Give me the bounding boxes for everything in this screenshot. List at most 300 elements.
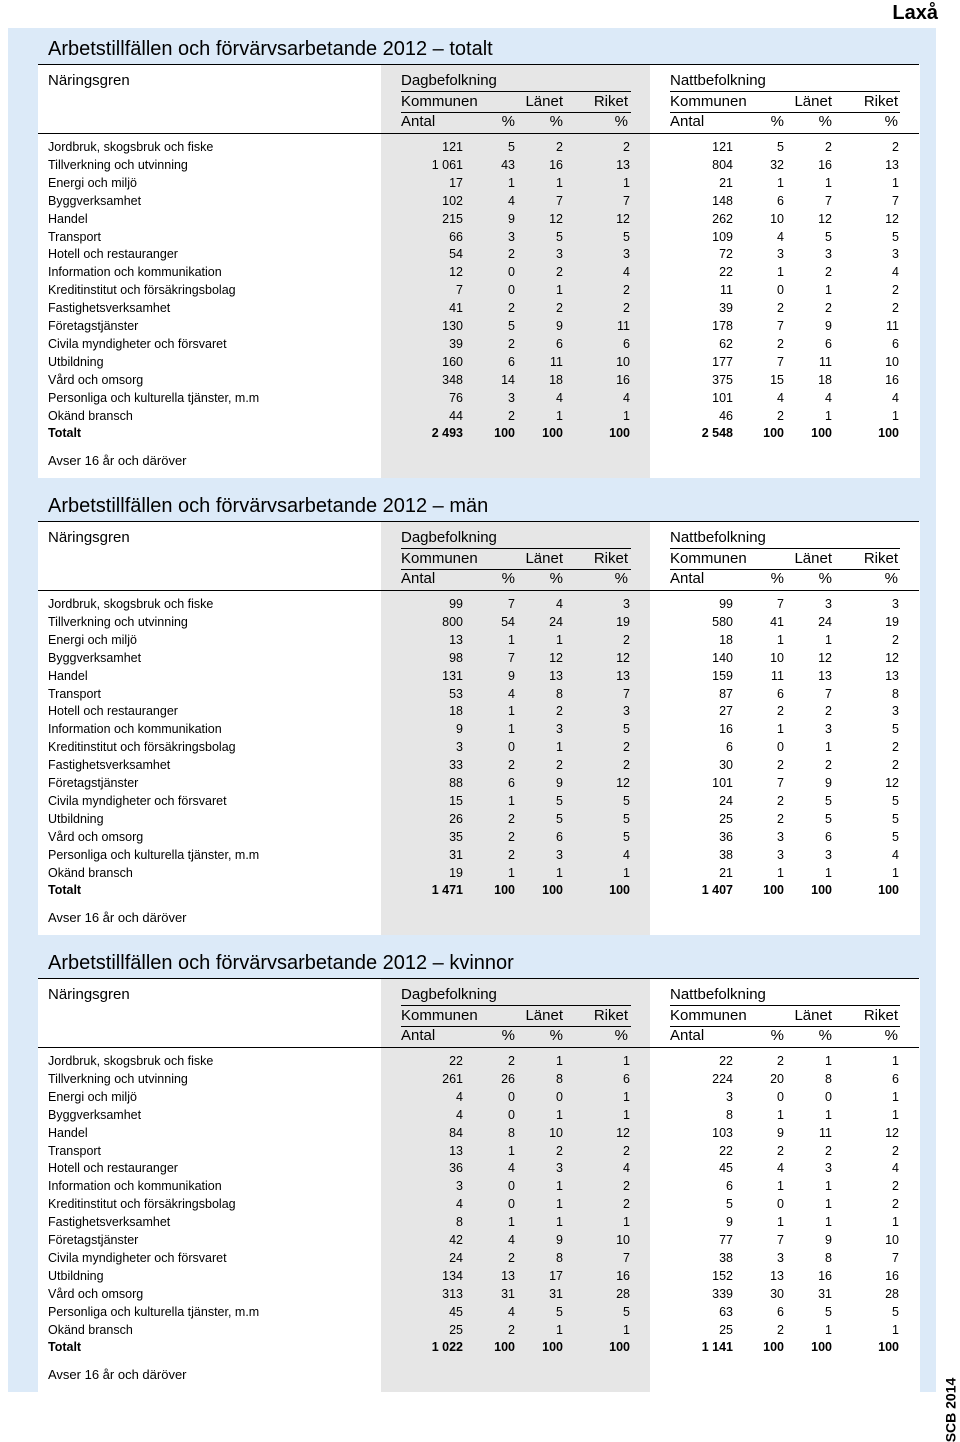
night-sub-rule <box>670 1026 900 1027</box>
cell-value: 100 <box>811 883 832 898</box>
table-row <box>8 1197 936 1215</box>
table-row <box>8 866 936 884</box>
cell-value: 10 <box>885 1233 899 1247</box>
cell-value: 2 <box>623 740 630 755</box>
header-pct-day-3: % <box>614 113 628 130</box>
cell-value: 2 <box>892 1197 899 1212</box>
sector-name: Information och kommunikation <box>48 722 222 737</box>
cell-value: 31 <box>549 1286 563 1301</box>
table-row <box>8 409 936 427</box>
sector-name: Energi och miljö <box>48 175 137 190</box>
cell-value: 2 <box>892 740 899 755</box>
cell-value: 13 <box>616 668 630 683</box>
cell-value: 4 <box>556 597 563 611</box>
cell-value: 103 <box>712 1125 733 1140</box>
table-section-2 <box>8 942 936 1392</box>
cell-value: 1 <box>892 1215 899 1230</box>
cell-value: 13 <box>885 157 899 172</box>
cell-value: 0 <box>777 283 784 298</box>
cell-value: 1 <box>556 1197 563 1212</box>
cell-value: 2 <box>556 265 563 280</box>
cell-value: 0 <box>556 1089 563 1104</box>
total-row <box>8 426 936 444</box>
table-row <box>8 247 936 265</box>
cell-value: 3 <box>456 740 463 755</box>
cell-value: 13 <box>549 668 563 683</box>
cell-value: 2 <box>777 811 784 826</box>
header-bottom-rule <box>38 133 919 134</box>
cell-value: 2 <box>825 301 832 316</box>
cell-value: 2 <box>623 758 630 773</box>
cell-value: 2 <box>892 1143 899 1158</box>
table-row <box>8 140 936 158</box>
cell-value: 1 141 <box>701 1340 733 1355</box>
cell-value: 9 <box>556 776 563 790</box>
sector-name: Personliga och kulturella tjänster, m.m <box>48 847 260 862</box>
cell-value: 12 <box>616 211 630 226</box>
cell-value: 1 <box>556 1322 563 1337</box>
cell-value: 21 <box>719 865 733 880</box>
table-row <box>8 1072 936 1090</box>
sector-name: Byggverksamhet <box>48 650 142 665</box>
cell-value: 24 <box>719 793 733 808</box>
cell-value: 10 <box>885 354 899 369</box>
table-row <box>8 355 936 373</box>
cell-value: 2 <box>508 301 515 316</box>
header-riket-day: Riket <box>593 550 628 567</box>
section-title-suffix: kvinnor <box>449 952 514 974</box>
header-pct-day-2: % <box>549 1027 563 1044</box>
cell-value: 45 <box>719 1161 733 1176</box>
night-group-rule <box>670 548 900 549</box>
section-title-prefix: Arbetstillfällen och förvärvsarbetande 2012 – <box>48 38 450 60</box>
cell-value: 4 <box>508 1161 515 1176</box>
total-row <box>8 1340 936 1358</box>
header-lanet-day: Länet <box>525 550 563 567</box>
sector-name: Transport <box>48 1143 102 1158</box>
day-sub-rule <box>401 112 631 113</box>
header-kommunen-night: Kommunen <box>670 1007 747 1024</box>
cell-value: 13 <box>770 1268 784 1283</box>
cell-value: 5 <box>892 229 899 244</box>
cell-value: 4 <box>892 390 899 405</box>
sector-name: Hotell och restauranger <box>48 247 178 262</box>
cell-value: 2 548 <box>701 426 733 441</box>
cell-value: 1 <box>777 1107 784 1122</box>
cell-value: 2 <box>777 1322 784 1337</box>
cell-value: 8 <box>892 686 899 701</box>
cell-value: 11 <box>819 1125 832 1140</box>
footnote: Avser 16 år och däröver <box>48 1367 187 1382</box>
cell-value: 100 <box>609 883 630 898</box>
cell-value: 2 <box>623 1197 630 1212</box>
sector-name: Fastighetsverksamhet <box>48 758 171 773</box>
cell-value: 24 <box>449 1250 463 1265</box>
cell-value: 3 <box>556 1161 563 1176</box>
cell-value: 1 <box>556 175 563 190</box>
table-row <box>8 1305 936 1323</box>
cell-value: 72 <box>719 247 733 262</box>
cell-value: 31 <box>501 1286 515 1301</box>
table-row <box>8 669 936 687</box>
table-row <box>8 812 936 830</box>
cell-value: 44 <box>449 408 463 423</box>
cell-value: 13 <box>885 668 899 683</box>
header-kommunen-day: Kommunen <box>401 550 478 567</box>
cell-value: 76 <box>449 390 463 405</box>
cell-value: 102 <box>442 193 463 208</box>
cell-value: 3 <box>825 247 832 262</box>
cell-value: 7 <box>777 1233 784 1247</box>
cell-value: 16 <box>818 157 832 172</box>
header-antal-night: Antal <box>670 1027 705 1044</box>
cell-value: 2 <box>892 140 899 154</box>
cell-value: 140 <box>712 650 733 665</box>
cell-value: 4 <box>623 265 630 280</box>
cell-value: 6 <box>825 336 832 351</box>
table-row <box>8 794 936 812</box>
cell-value: 17 <box>549 1268 563 1283</box>
cell-value: 10 <box>770 650 784 665</box>
cell-value: 1 <box>556 740 563 755</box>
header-pct-night-1: % <box>770 113 784 130</box>
cell-value: 22 <box>719 265 733 280</box>
cell-value: 24 <box>818 614 832 629</box>
header-riket-day: Riket <box>593 93 628 110</box>
cell-value: 3 <box>825 847 832 862</box>
sector-name: Civila myndigheter och försvaret <box>48 1250 227 1265</box>
cell-value: 9 <box>456 722 463 737</box>
cell-value: 580 <box>712 614 733 629</box>
cell-value: 2 <box>508 1322 515 1337</box>
table-row <box>8 597 936 615</box>
cell-value: 77 <box>719 1233 733 1247</box>
cell-value: 25 <box>719 811 733 826</box>
sector-name: Tillverkning och utvinning <box>48 614 188 629</box>
header-pct-night-1: % <box>770 1027 784 1044</box>
section-title <box>48 38 493 61</box>
table-row <box>8 158 936 176</box>
cell-value: 33 <box>449 758 463 773</box>
cell-value: 5 <box>825 811 832 826</box>
sector-name: Företagstjänster <box>48 1233 139 1247</box>
cell-value: 0 <box>777 1089 784 1104</box>
cell-value: 1 471 <box>431 883 463 898</box>
cell-value: 35 <box>449 829 463 844</box>
cell-value: 18 <box>549 372 563 387</box>
header-antal-night: Antal <box>670 570 705 587</box>
cell-value: 1 <box>892 1089 899 1104</box>
header-night-population: Nattbefolkning <box>670 72 766 89</box>
cell-value: 2 <box>556 704 563 719</box>
sector-name: Totalt <box>48 426 82 441</box>
cell-value: 1 <box>508 175 515 190</box>
cell-value: 1 <box>623 1054 630 1068</box>
cell-value: 3 <box>892 704 899 719</box>
cell-value: 42 <box>449 1233 463 1247</box>
table-section-1 <box>8 485 936 935</box>
table-row <box>8 1215 936 1233</box>
sector-name: Handel <box>48 1125 88 1140</box>
cell-value: 4 <box>623 1161 630 1176</box>
cell-value: 31 <box>818 1286 832 1301</box>
table-row <box>8 687 936 705</box>
cell-value: 10 <box>549 1125 563 1140</box>
cell-value: 1 <box>892 865 899 880</box>
cell-value: 215 <box>442 211 463 226</box>
cell-value: 109 <box>712 229 733 244</box>
cell-value: 2 <box>623 283 630 298</box>
cell-value: 7 <box>508 597 515 611</box>
cell-value: 1 <box>508 793 515 808</box>
cell-value: 1 <box>825 1054 832 1068</box>
table-row <box>8 212 936 230</box>
cell-value: 5 <box>825 793 832 808</box>
cell-value: 10 <box>616 354 630 369</box>
cell-value: 9 <box>726 1215 733 1230</box>
cell-value: 262 <box>712 211 733 226</box>
sector-name: Personliga och kulturella tjänster, m.m <box>48 390 260 405</box>
night-sub-rule <box>670 569 900 570</box>
cell-value: 1 <box>556 1054 563 1068</box>
cell-value: 98 <box>449 650 463 665</box>
header-kommunen-night: Kommunen <box>670 93 747 110</box>
total-row <box>8 883 936 901</box>
table-row <box>8 265 936 283</box>
cell-value: 9 <box>508 668 515 683</box>
header-top-rule <box>38 521 919 522</box>
cell-value: 100 <box>878 883 899 898</box>
cell-value: 1 <box>556 865 563 880</box>
cell-value: 3 <box>556 247 563 262</box>
cell-value: 7 <box>508 650 515 665</box>
footnote: Avser 16 år och däröver <box>48 453 187 468</box>
header-pct-day-1: % <box>501 1027 515 1044</box>
cell-value: 2 <box>892 301 899 316</box>
cell-value: 134 <box>442 1268 463 1283</box>
table-row <box>8 615 936 633</box>
cell-value: 9 <box>825 319 832 333</box>
cell-value: 2 <box>777 336 784 351</box>
day-group-rule <box>401 1005 631 1006</box>
cell-value: 5 <box>892 722 899 737</box>
cell-value: 38 <box>719 1250 733 1265</box>
sector-name: Handel <box>48 668 88 683</box>
cell-value: 31 <box>449 847 463 862</box>
table-row <box>8 830 936 848</box>
sector-name: Jordbruk, skogsbruk och fiske <box>48 597 214 611</box>
cell-value: 12 <box>549 650 563 665</box>
cell-value: 5 <box>623 811 630 826</box>
cell-value: 46 <box>719 408 733 423</box>
cell-value: 11 <box>550 354 563 369</box>
cell-value: 16 <box>885 1268 899 1283</box>
cell-value: 2 <box>825 1143 832 1158</box>
cell-value: 100 <box>542 1340 563 1355</box>
cell-value: 99 <box>719 597 733 611</box>
cell-value: 3 <box>456 1179 463 1194</box>
table-row <box>8 1054 936 1072</box>
cell-value: 66 <box>449 229 463 244</box>
cell-value: 4 <box>508 1304 515 1319</box>
cell-value: 53 <box>449 686 463 701</box>
cell-value: 6 <box>623 336 630 351</box>
cell-value: 1 407 <box>701 883 733 898</box>
cell-value: 15 <box>449 793 463 808</box>
cell-value: 2 <box>623 1179 630 1194</box>
cell-value: 5 <box>726 1197 733 1212</box>
cell-value: 2 <box>556 1143 563 1158</box>
cell-value: 16 <box>719 722 733 737</box>
table-row <box>8 1179 936 1197</box>
cell-value: 100 <box>763 1340 784 1355</box>
cell-value: 6 <box>777 193 784 208</box>
cell-value: 13 <box>501 1268 515 1283</box>
cell-value: 4 <box>456 1089 463 1104</box>
table-row <box>8 1323 936 1341</box>
header-pct-night-3: % <box>884 113 898 130</box>
cell-value: 41 <box>449 301 463 316</box>
cell-value: 12 <box>885 211 899 226</box>
cell-value: 1 <box>508 865 515 880</box>
cell-value: 121 <box>712 140 733 154</box>
cell-value: 25 <box>449 1322 463 1337</box>
cell-value: 10 <box>616 1233 630 1247</box>
cell-value: 99 <box>449 597 463 611</box>
cell-value: 178 <box>712 319 733 333</box>
cell-value: 5 <box>777 140 784 154</box>
cell-value: 9 <box>556 1233 563 1247</box>
cell-value: 2 <box>777 704 784 719</box>
header-lanet-night: Länet <box>794 1007 832 1024</box>
cell-value: 63 <box>719 1304 733 1319</box>
cell-value: 2 <box>777 793 784 808</box>
header-night-population: Nattbefolkning <box>670 986 766 1003</box>
table-row <box>8 1233 936 1251</box>
table-row <box>8 1161 936 1179</box>
cell-value: 5 <box>623 722 630 737</box>
cell-value: 100 <box>878 1340 899 1355</box>
cell-value: 8 <box>456 1215 463 1230</box>
header-bottom-rule <box>38 590 919 591</box>
cell-value: 41 <box>770 614 784 629</box>
cell-value: 1 <box>892 1322 899 1337</box>
cell-value: 2 <box>508 408 515 423</box>
cell-value: 2 <box>508 829 515 844</box>
cell-value: 4 <box>892 265 899 280</box>
cell-value: 100 <box>609 426 630 441</box>
cell-value: 22 <box>719 1054 733 1068</box>
cell-value: 38 <box>719 847 733 862</box>
cell-value: 12 <box>616 776 630 790</box>
cell-value: 1 <box>777 265 784 280</box>
header-riket-night: Riket <box>863 1007 898 1024</box>
cell-value: 8 <box>825 1071 832 1086</box>
cell-value: 1 <box>825 1107 832 1122</box>
cell-value: 2 <box>508 336 515 351</box>
cell-value: 45 <box>449 1304 463 1319</box>
cell-value: 131 <box>442 668 463 683</box>
cell-value: 4 <box>777 1161 784 1176</box>
cell-value: 100 <box>609 1340 630 1355</box>
cell-value: 2 <box>777 1054 784 1068</box>
cell-value: 1 <box>825 740 832 755</box>
cell-value: 4 <box>892 1161 899 1176</box>
header-pct-day-2: % <box>549 570 563 587</box>
cell-value: 7 <box>456 283 463 298</box>
cell-value: 6 <box>777 686 784 701</box>
cell-value: 0 <box>508 1089 515 1104</box>
cell-value: 3 <box>508 390 515 405</box>
cell-value: 0 <box>777 740 784 755</box>
cell-value: 9 <box>825 1233 832 1247</box>
cell-value: 14 <box>501 372 515 387</box>
cell-value: 0 <box>825 1089 832 1104</box>
cell-value: 7 <box>825 193 832 208</box>
cell-value: 3 <box>623 704 630 719</box>
cell-value: 100 <box>494 426 515 441</box>
cell-value: 2 <box>777 758 784 773</box>
night-group-rule <box>670 91 900 92</box>
cell-value: 1 <box>777 1215 784 1230</box>
cell-value: 2 <box>892 283 899 298</box>
cell-value: 4 <box>508 1233 515 1247</box>
sector-name: Byggverksamhet <box>48 193 142 208</box>
cell-value: 2 <box>556 301 563 316</box>
cell-value: 24 <box>549 614 563 629</box>
cell-value: 121 <box>442 140 463 154</box>
cell-value: 1 <box>777 632 784 647</box>
table-row <box>8 740 936 758</box>
cell-value: 22 <box>719 1143 733 1158</box>
cell-value: 7 <box>825 686 832 701</box>
cell-value: 148 <box>712 193 733 208</box>
cell-value: 261 <box>442 1071 463 1086</box>
cell-value: 9 <box>556 319 563 333</box>
cell-value: 348 <box>442 372 463 387</box>
section-title-suffix: män <box>449 495 489 517</box>
sector-name: Vård och omsorg <box>48 372 144 387</box>
cell-value: 2 <box>825 140 832 154</box>
cell-value: 12 <box>616 1125 630 1140</box>
cell-value: 1 <box>825 1197 832 1212</box>
header-kommunen-night: Kommunen <box>670 550 747 567</box>
cell-value: 7 <box>777 597 784 611</box>
cell-value: 4 <box>456 1197 463 1212</box>
cell-value: 1 <box>623 1089 630 1104</box>
cell-value: 3 <box>892 597 899 611</box>
cell-value: 11 <box>819 354 832 369</box>
cell-value: 339 <box>712 1286 733 1301</box>
header-riket-night: Riket <box>863 93 898 110</box>
cell-value: 100 <box>878 426 899 441</box>
section-title <box>48 495 488 518</box>
section-title <box>48 952 514 975</box>
cell-value: 5 <box>623 1304 630 1319</box>
table-row <box>8 722 936 740</box>
cell-value: 1 <box>825 1179 832 1194</box>
night-sub-rule <box>670 112 900 113</box>
table-row <box>8 776 936 794</box>
cell-value: 2 <box>825 758 832 773</box>
table-row <box>8 1108 936 1126</box>
sector-name: Utbildning <box>48 1268 104 1283</box>
header-lanet-night: Länet <box>794 93 832 110</box>
header-pct-night-2: % <box>818 570 832 587</box>
sector-name: Fastighetsverksamhet <box>48 1215 171 1230</box>
cell-value: 1 <box>825 175 832 190</box>
cell-value: 39 <box>719 301 733 316</box>
